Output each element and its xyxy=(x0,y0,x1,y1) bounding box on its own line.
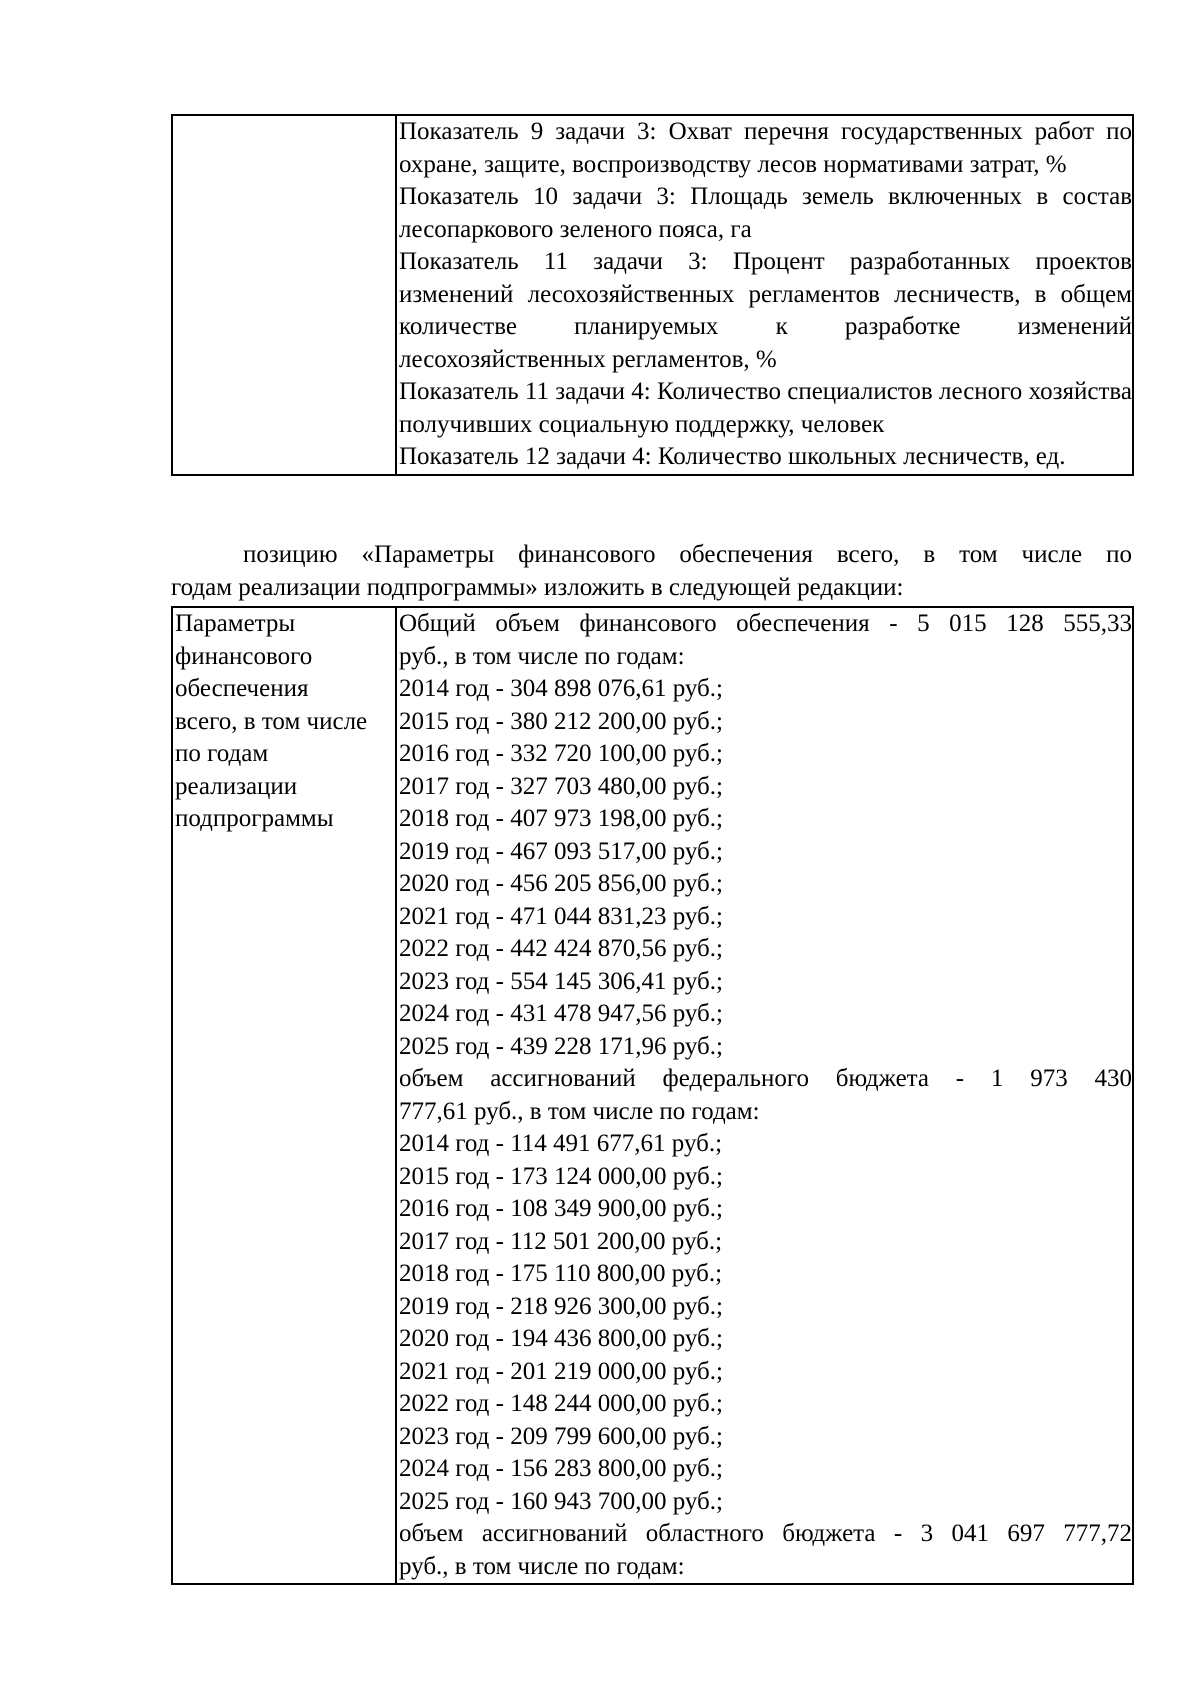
indicator-item: Показатель 10 задачи 3: Площадь земель включенных в состав лесопаркового зеленого пояса, га xyxy=(399,183,1132,243)
paragraph-line: позицию «Параметры финансового обеспечения всего, в том числе по xyxy=(243,541,1132,568)
amendment-paragraph xyxy=(171,539,1132,604)
year-amount: 2019 год - 467 093 517,00 руб.; xyxy=(399,837,723,865)
financing-values-cell xyxy=(396,607,1133,1584)
year-amount: 2015 год - 380 212 200,00 руб.; xyxy=(399,707,723,735)
year-amount: 2021 год - 201 219 000,00 руб.; xyxy=(399,1357,723,1385)
total-financing-line: Общий объем финансового обеспечения - 5 015 128 555,33 xyxy=(399,610,1132,637)
year-amount: 2017 год - 327 703 480,00 руб.; xyxy=(399,772,723,800)
table-row xyxy=(172,607,1133,1584)
year-amount: 2016 год - 108 349 900,00 руб.; xyxy=(399,1195,723,1222)
label-line: реализации xyxy=(175,772,298,800)
year-amount: 2024 год - 431 478 947,56 руб.; xyxy=(399,1000,723,1027)
indicators-cell xyxy=(396,115,1133,475)
year-amount: 2014 год - 304 898 076,61 руб.; xyxy=(399,675,723,702)
indicator-item: Показатель 11 задачи 3: Процент разработанных проектов изменений лесохозяйственных регламентов лесничеств, в общем количестве планируемых к разработке изменений лесохозяйственных регламентов, % xyxy=(399,248,1132,373)
table-row xyxy=(172,115,1133,475)
indicator-item: Показатель 9 задачи 3: Охват перечня государственных работ по охране, защите, воспроизводству лесов нормативами затрат, % xyxy=(399,118,1132,178)
label-line: Параметры xyxy=(175,610,296,637)
indicators-table xyxy=(171,114,1134,476)
year-amount: 2018 год - 407 973 198,00 руб.; xyxy=(399,805,723,832)
year-amount: 2025 год - 160 943 700,00 руб.; xyxy=(399,1487,723,1515)
year-amount: 2014 год - 114 491 677,61 руб.; xyxy=(399,1130,723,1157)
paragraph-line: годам реализации подпрограммы» изложить в следующей редакции: xyxy=(171,573,904,601)
year-amount: 2023 год - 554 145 306,41 руб.; xyxy=(399,967,723,995)
financing-label-cell xyxy=(172,607,396,1584)
empty-label-cell xyxy=(172,115,396,475)
label-line: всего, в том числе xyxy=(175,707,368,735)
year-amount: 2016 год - 332 720 100,00 руб.; xyxy=(399,740,723,767)
label-line: обеспечения xyxy=(175,675,309,702)
financing-table xyxy=(171,606,1134,1585)
year-amount: 2023 год - 209 799 600,00 руб.; xyxy=(399,1422,723,1450)
indicator-item: Показатель 11 задачи 4: Количество специалистов лесного хозяйства получивших социальную поддержку, человек xyxy=(399,378,1132,438)
regional-budget-line: руб., в том числе по годам: xyxy=(399,1552,685,1580)
year-amount: 2015 год - 173 124 000,00 руб.; xyxy=(399,1162,723,1190)
federal-budget-line: объем ассигнований федерального бюджета - 1 973 430 xyxy=(399,1065,1132,1092)
year-amount: 2020 год - 456 205 856,00 руб.; xyxy=(399,870,723,897)
regional-budget-line: объем ассигнований областного бюджета - 3 041 697 777,72 xyxy=(399,1520,1132,1547)
year-amount: 2017 год - 112 501 200,00 руб.; xyxy=(399,1227,723,1255)
year-amount: 2024 год - 156 283 800,00 руб.; xyxy=(399,1455,723,1482)
label-line: подпрограммы xyxy=(175,805,334,832)
year-amount: 2022 год - 148 244 000,00 руб.; xyxy=(399,1390,723,1417)
federal-budget-line: 777,61 руб., в том числе по годам: xyxy=(399,1097,760,1125)
year-amount: 2019 год - 218 926 300,00 руб.; xyxy=(399,1292,723,1320)
indicator-item: Показатель 12 задачи 4: Количество школьных лесничеств, ед. xyxy=(399,443,1066,470)
year-amount: 2025 год - 439 228 171,96 руб.; xyxy=(399,1032,723,1060)
year-amount: 2018 год - 175 110 800,00 руб.; xyxy=(399,1260,723,1287)
year-amount: 2021 год - 471 044 831,23 руб.; xyxy=(399,902,723,930)
total-financing-line: руб., в том числе по годам: xyxy=(399,642,685,670)
label-line: финансового xyxy=(175,642,313,670)
label-line: по годам xyxy=(175,740,269,767)
year-amount: 2022 год - 442 424 870,56 руб.; xyxy=(399,935,723,962)
year-amount: 2020 год - 194 436 800,00 руб.; xyxy=(399,1325,723,1352)
